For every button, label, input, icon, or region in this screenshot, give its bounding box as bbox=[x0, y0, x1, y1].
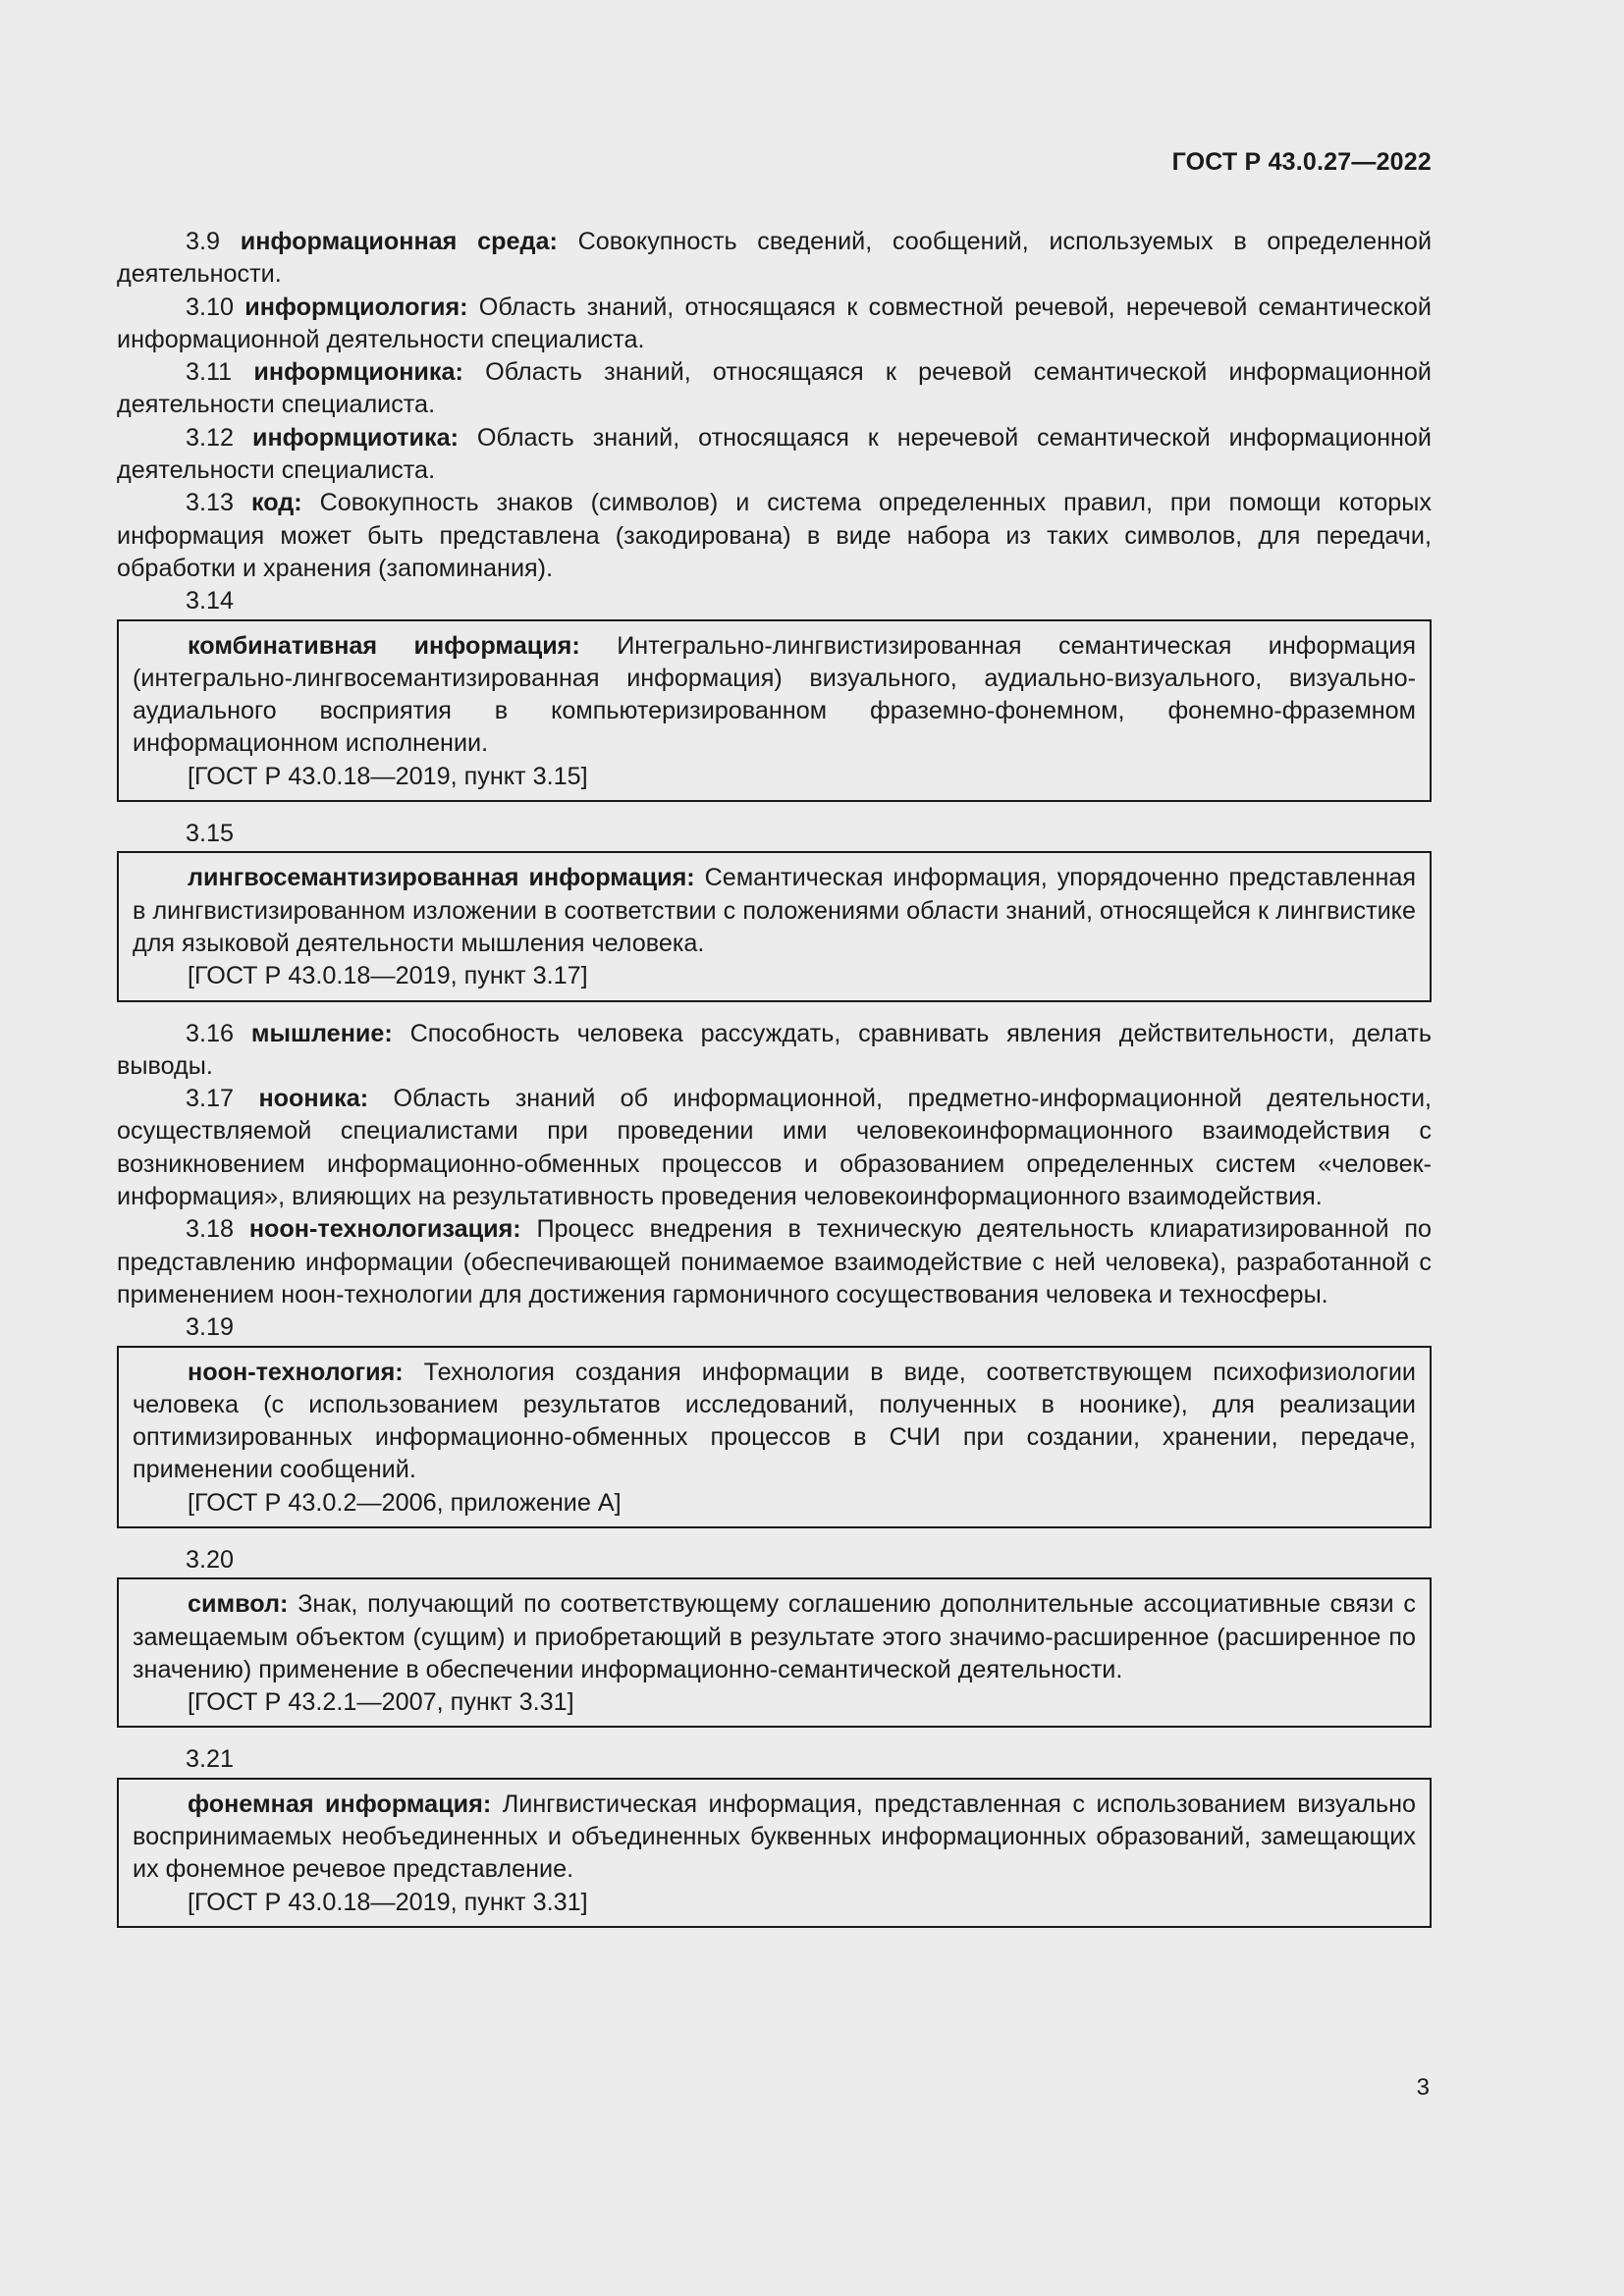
entry-definition: Семантическая информация, упорядоченно представленная в лингвистизированном изложении в соответствии с положениями области знаний, относящейся к лингвистике для языковой деятельности мышления человека. bbox=[133, 864, 1416, 957]
term-entry-3-16 bbox=[117, 1018, 1432, 1084]
entry-number: 3.12 bbox=[186, 423, 235, 452]
entry-term: мышление: bbox=[250, 1019, 393, 1047]
entry-number: 3.18 bbox=[186, 1215, 235, 1244]
entry-term: ноон-технология: bbox=[188, 1358, 404, 1386]
definition-box-3-20 bbox=[117, 1577, 1432, 1728]
entry-definition: Интегрально-лингвистизированная семантическая информация (интегрально-лингвосемантизированная информация) визуального, аудиально-визуального, визуально-аудиального восприятия в компьютеризированном фраземно-фонемном, фонемно-фраземном информационном исполнении. bbox=[133, 631, 1416, 758]
entry-number: 3.21 bbox=[186, 1745, 235, 1774]
entry-term: лингвосемантизированная информация: bbox=[188, 864, 695, 892]
entry-term: символ: bbox=[188, 1590, 289, 1619]
entry-definition: Область знаний, относящаяся к совместной речевой, неречевой семантической информационной деятельности специалиста. bbox=[117, 293, 1432, 353]
entry-term: нооника: bbox=[258, 1085, 369, 1113]
document-header: ГОСТ Р 43.0.27—2022 bbox=[1171, 148, 1432, 176]
entry-number: 3.10 bbox=[186, 293, 235, 321]
definition-source: [ГОСТ Р 43.0.18—2019, пункт 3.31] bbox=[188, 1888, 588, 1916]
entry-number: 3.14 bbox=[186, 587, 235, 615]
term-entry-3-18 bbox=[117, 1213, 1432, 1311]
entry-number: 3.13 bbox=[186, 489, 235, 517]
definition-box-3-14 bbox=[117, 619, 1432, 802]
page-number: 3 bbox=[1416, 2074, 1430, 2101]
term-entry-3-17 bbox=[117, 1083, 1432, 1213]
term-entry-3-10 bbox=[117, 292, 1432, 357]
entry-term: ноон-технологизация: bbox=[248, 1215, 521, 1244]
entry-term: фонемная информация: bbox=[188, 1789, 492, 1818]
term-entry-3-12 bbox=[117, 422, 1432, 488]
entry-number: 3.19 bbox=[186, 1313, 235, 1342]
entry-definition: Область знаний об информационной, предметно-информационной деятельности, осуществляемой специалистами при проведении ими человекоинформационного взаимодействия с возникновением информационно-обменных процессов и образованием определенных систем «человек-информация», влияющих на результативность проведения человекоинформационного взаимодействия. bbox=[117, 1085, 1433, 1211]
entry-term: информциология: bbox=[244, 293, 468, 321]
boxed-definition bbox=[133, 1357, 1416, 1487]
entry-definition: Область знаний, относящаяся к речевой семантической информационной деятельности специалиста. bbox=[117, 358, 1432, 419]
entry-definition: Совокупность сведений, сообщений, используемых в определенной деятельности. bbox=[117, 228, 1433, 289]
entry-number: 3.20 bbox=[186, 1545, 235, 1574]
entry-number: 3.15 bbox=[186, 820, 235, 848]
definition-box-3-15 bbox=[117, 851, 1432, 1001]
definition-source: [ГОСТ Р 43.0.2—2006, приложение А] bbox=[188, 1488, 622, 1517]
entry-term: код: bbox=[250, 489, 302, 517]
entry-number: 3.9 bbox=[186, 228, 221, 255]
boxed-definition bbox=[133, 1789, 1416, 1887]
entry-definition: Способность человека рассуждать, сравнивать явления действительности, делать выводы. bbox=[117, 1019, 1432, 1080]
term-entry-3-11 bbox=[117, 356, 1432, 422]
entry-definition: Совокупность знаков (символов) и система определенных правил, при помощи которых информация может быть представлена (закодирована) в виде набора из таких символов, для передачи, обработки и хранения (запоминания). bbox=[117, 489, 1432, 582]
entry-term: информциотика: bbox=[251, 423, 459, 452]
definition-box-3-21 bbox=[117, 1778, 1432, 1928]
entry-number: 3.16 bbox=[186, 1019, 235, 1047]
entry-definition: Процесс внедрения в техническую деятельность клиаратизированной по представлению информации (обеспечивающей понимаемое взаимодействие с ней человека), разработанной с применением ноон-технологии для достижения гармоничного сосуществования человека и техносферы. bbox=[117, 1215, 1432, 1308]
boxed-definition bbox=[133, 862, 1416, 960]
term-entry-3-9 bbox=[117, 226, 1432, 292]
entry-number: 3.17 bbox=[186, 1085, 235, 1113]
definition-box-3-19 bbox=[117, 1346, 1432, 1528]
terms-section bbox=[117, 226, 1432, 1944]
entry-definition: Лингвистическая информация, представленная с использованием визуально воспринимаемых необъединенных и объединенных буквенных информационных образований, замещающих их фонемное речевое представление. bbox=[133, 1789, 1416, 1884]
entry-definition: Область знаний, относящаяся к неречевой семантической информационной деятельности специалиста. bbox=[117, 423, 1433, 485]
entry-term: информционика: bbox=[253, 358, 463, 387]
definition-source: [ГОСТ Р 43.2.1—2007, пункт 3.31] bbox=[188, 1688, 574, 1717]
definition-source: [ГОСТ Р 43.0.18—2019, пункт 3.17] bbox=[188, 962, 588, 990]
boxed-definition bbox=[133, 630, 1416, 761]
boxed-definition bbox=[133, 1588, 1416, 1686]
entry-definition: Знак, получающий по соответствующему соглашению дополнительные ассоциативные связи с замещаемым объектом (сущим) и приобретающий в результате этого значимо-расширенное (расширенное по значению) применение в обеспечении информационно-семантической деятельности. bbox=[133, 1590, 1416, 1683]
entry-definition: Технология создания информации в виде, соответствующем психофизиологии человека (с использованием результатов исследований, полученных в ноонике), для реализации оптимизированных информационно-обменных процессов в СЧИ при создании, хранении, передаче, применении сообщений. bbox=[133, 1358, 1416, 1484]
entry-term: информационная среда: bbox=[240, 228, 558, 255]
term-entry-3-13 bbox=[117, 487, 1432, 585]
entry-term: комбинативная информация: bbox=[188, 631, 580, 660]
definition-source: [ГОСТ Р 43.0.18—2019, пункт 3.15] bbox=[188, 762, 588, 790]
entry-number: 3.11 bbox=[186, 358, 233, 387]
